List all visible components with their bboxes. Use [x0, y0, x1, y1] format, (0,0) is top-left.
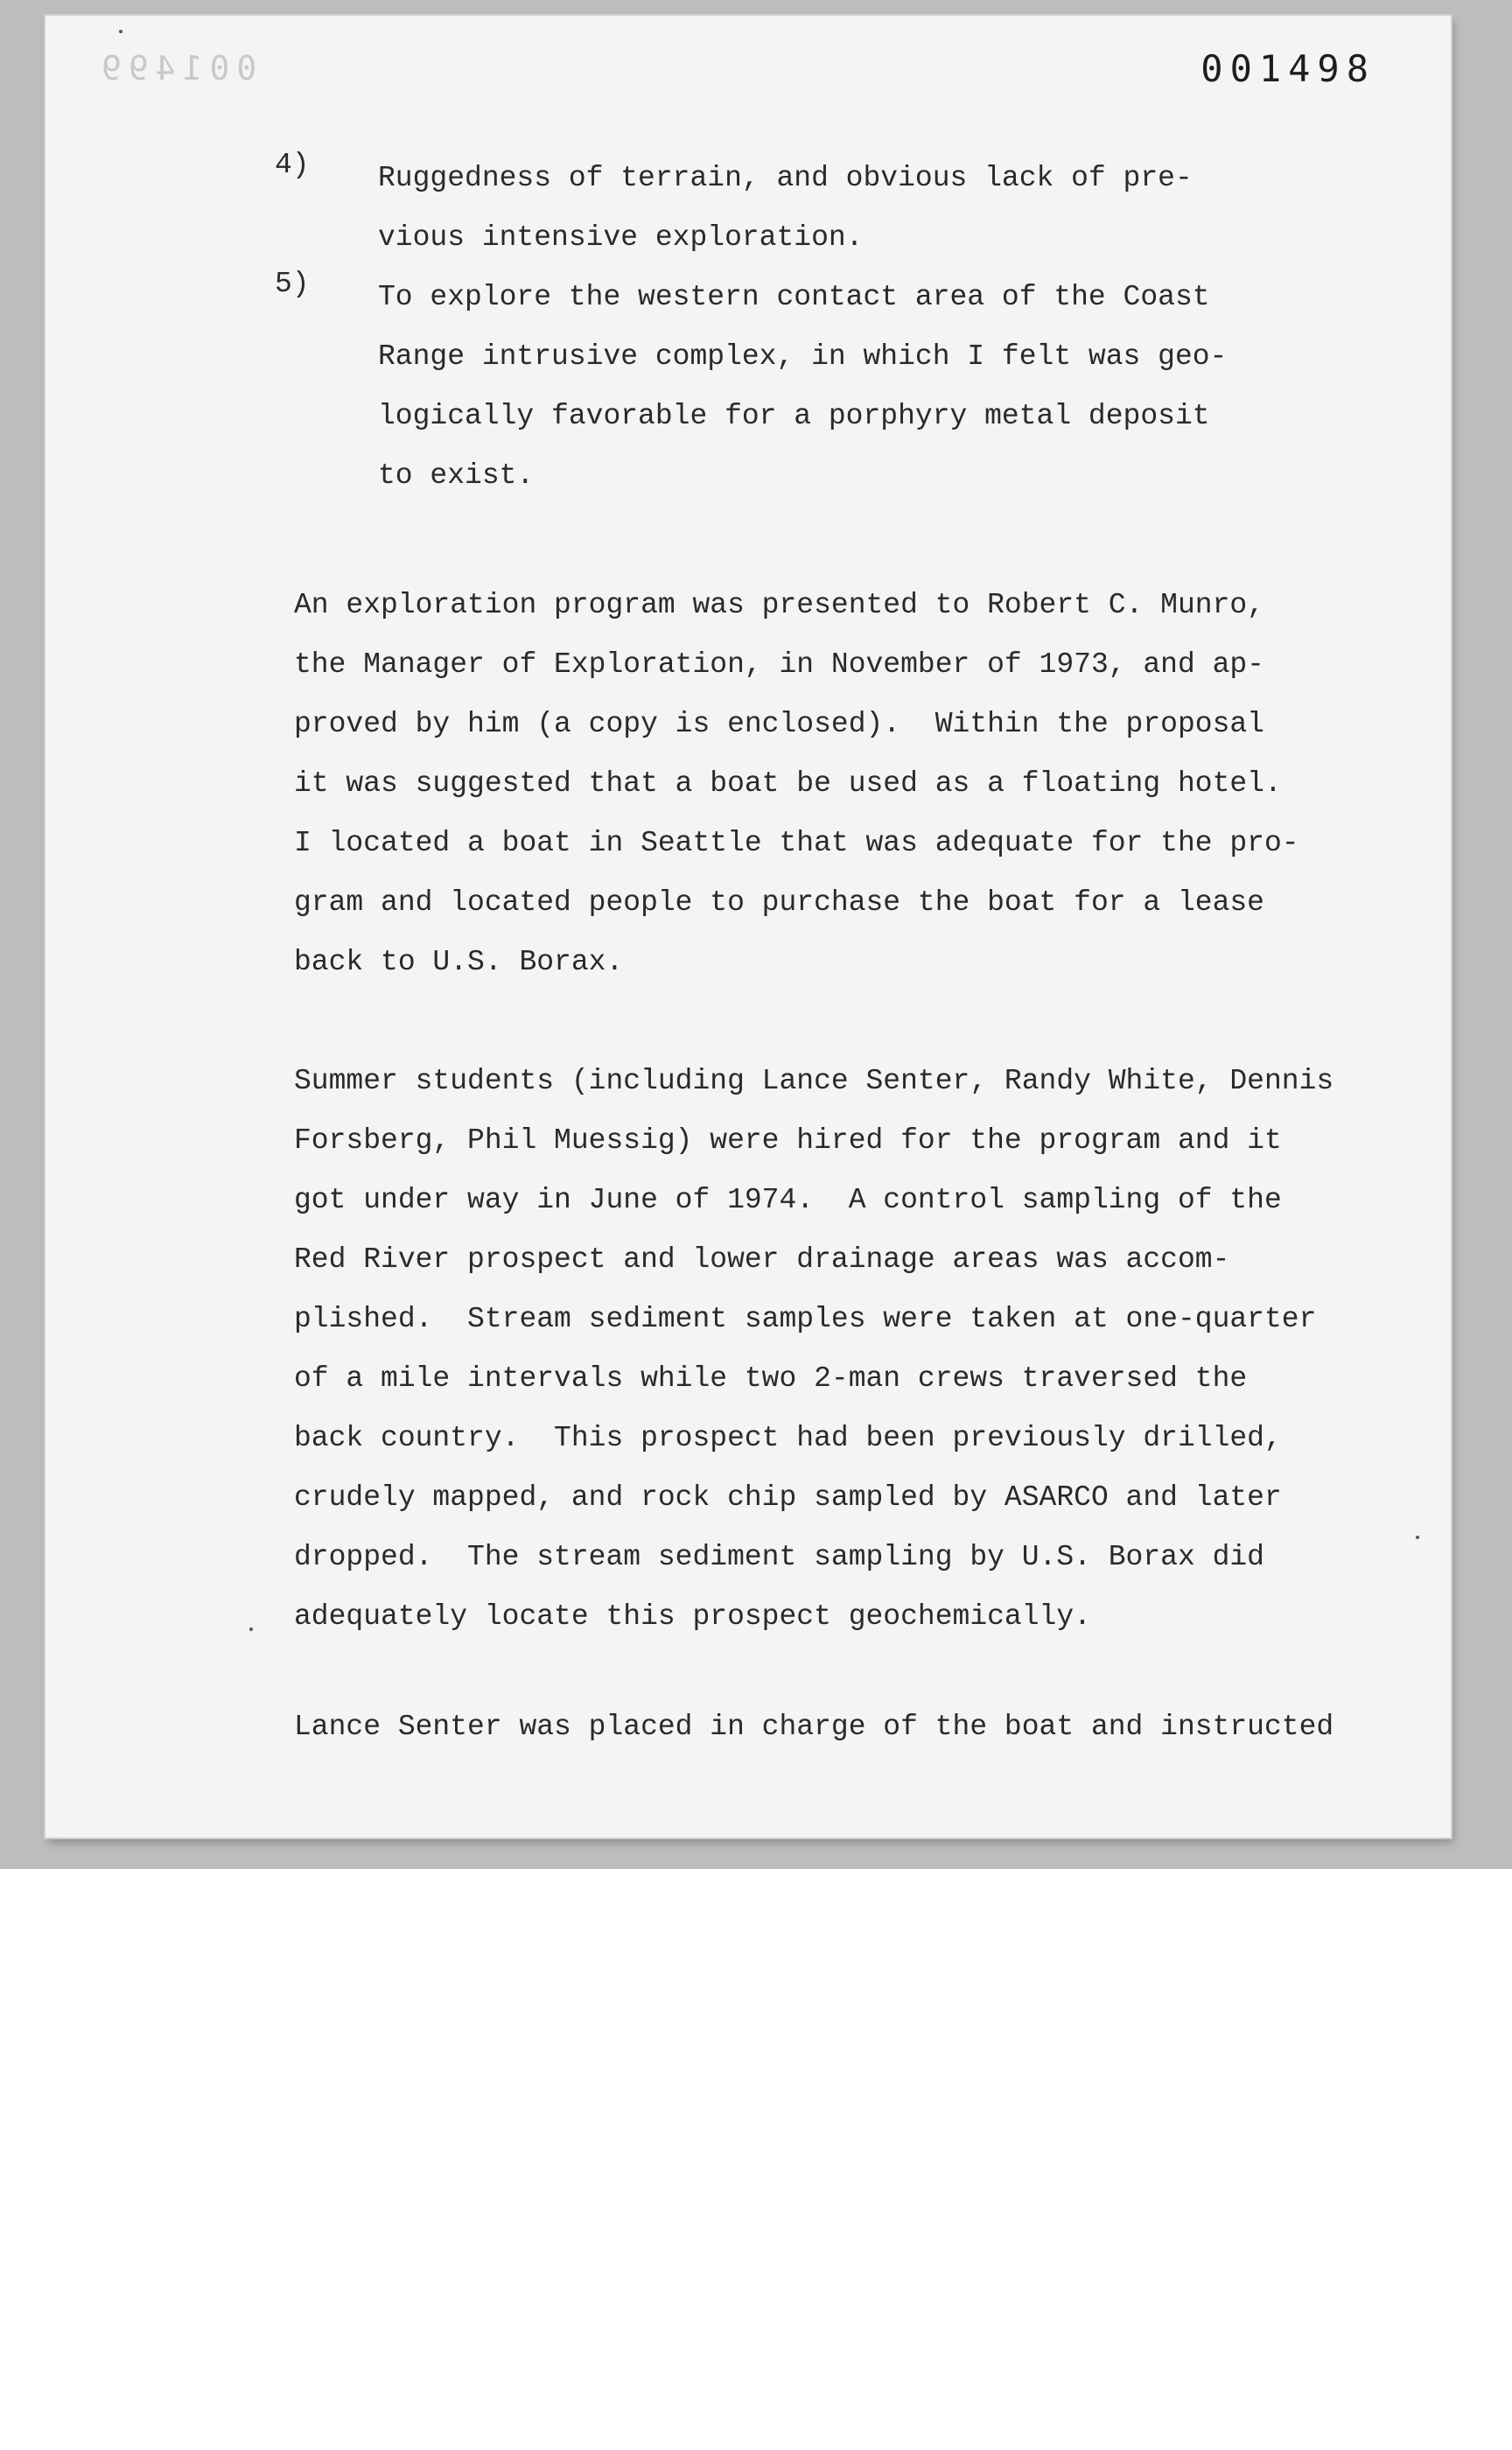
text-line: Red River prospect and lower drainage areas was accom-	[294, 1243, 1230, 1276]
paragraph-exploration-program	[294, 576, 1299, 992]
paper-speck	[249, 1628, 253, 1631]
text-line: got under way in June of 1974. A control sampling of the	[294, 1184, 1282, 1216]
list-item-4	[275, 149, 1227, 268]
paper-speck	[119, 30, 122, 33]
list-item-text	[378, 268, 1227, 506]
text-line: plished. Stream sediment samples were taken at one-quarter	[294, 1303, 1317, 1335]
page-number: 001498	[1200, 47, 1376, 90]
list-item-number: 5)	[275, 268, 310, 300]
list-item-number: 4)	[275, 149, 310, 181]
text-line: dropped. The stream sediment sampling by U.S. Borax did	[294, 1541, 1264, 1573]
text-line: to exist.	[378, 459, 535, 492]
text-line: vious intensive exploration.	[378, 221, 864, 254]
list-item-text	[378, 149, 1227, 268]
text-line: Forsberg, Phil Muessig) were hired for the program and it	[294, 1124, 1282, 1157]
text-line: logically favorable for a porphyry metal deposit	[378, 400, 1210, 432]
text-line: I located a boat in Seattle that was adequate for the pro-	[294, 827, 1299, 859]
text-line: Summer students (including Lance Senter, Randy White, Dennis	[294, 1065, 1334, 1097]
paragraph-summer-students	[294, 1052, 1334, 1647]
list-item-5	[275, 268, 1227, 506]
text-line: Ruggedness of terrain, and obvious lack of pre-	[378, 162, 1193, 194]
text-line: of a mile intervals while two 2-man crews traversed the	[294, 1362, 1248, 1395]
paragraph-lance-senter	[294, 1698, 1334, 1757]
text-line: Lance Senter was placed in charge of the boat and instructed	[294, 1711, 1334, 1743]
text-line: To explore the western contact area of the Coast	[378, 281, 1210, 313]
text-line: An exploration program was presented to Robert C. Munro,	[294, 589, 1264, 621]
text-line: it was suggested that a boat be used as a floating hotel.	[294, 767, 1282, 800]
text-line: the Manager of Exploration, in November of 1973, and ap-	[294, 648, 1264, 681]
text-line: crudely mapped, and rock chip sampled by ASARCO and later	[294, 1481, 1282, 1514]
text-line: proved by him (a copy is enclosed). Within the proposal	[294, 708, 1264, 740]
text-line: back country. This prospect had been previously drilled,	[294, 1422, 1282, 1454]
bleed-through-page-number: 001499	[94, 49, 257, 88]
text-line: gram and located people to purchase the boat for a lease	[294, 886, 1264, 919]
document-page	[46, 16, 1451, 1838]
text-line: Range intrusive complex, in which I felt was geo-	[378, 340, 1228, 373]
text-line: adequately locate this prospect geochemically.	[294, 1600, 1091, 1633]
numbered-list	[275, 149, 1227, 506]
paper-speck	[1416, 1536, 1419, 1539]
text-line: back to U.S. Borax.	[294, 946, 624, 978]
